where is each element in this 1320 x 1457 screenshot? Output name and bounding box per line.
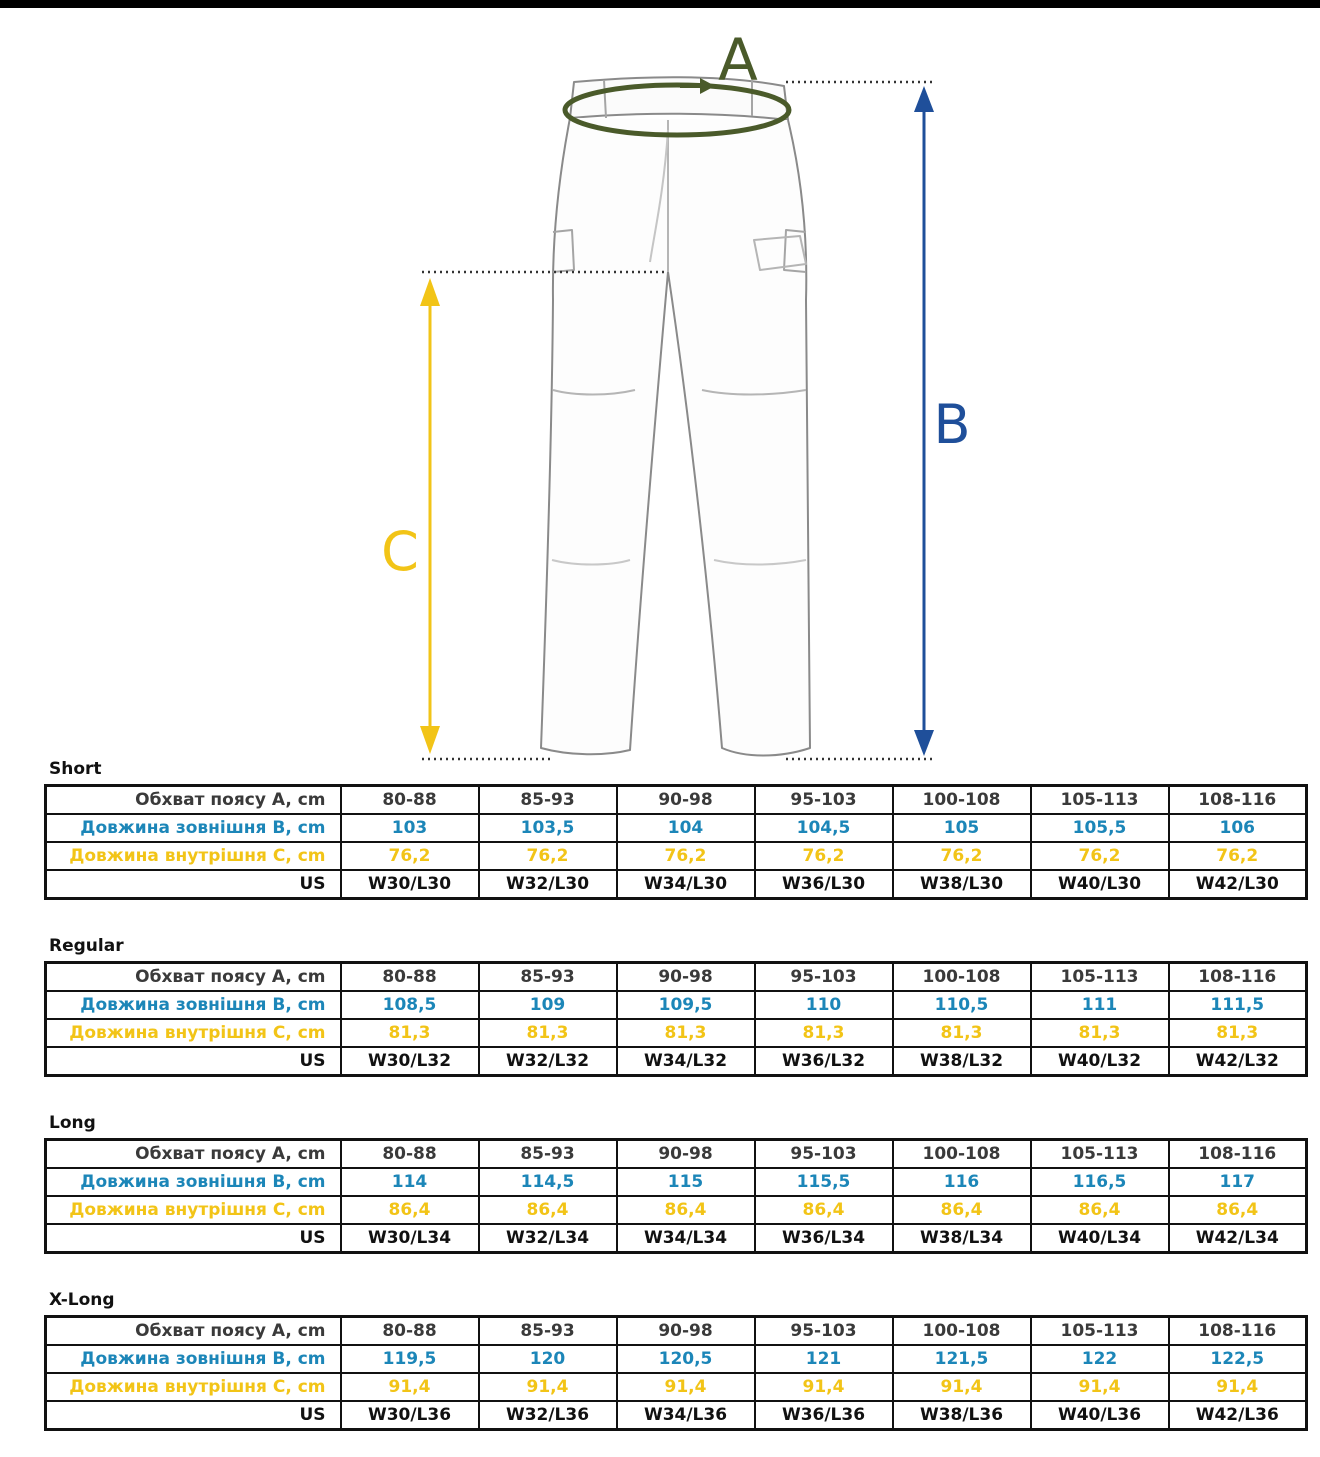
label-a: A (718, 26, 758, 94)
table-cell: 86,4 (755, 1196, 893, 1224)
section-title: Short (49, 759, 102, 779)
table-cell: W40/L34 (1031, 1224, 1169, 1253)
row-us-size (46, 1401, 1307, 1430)
table-cell: W36/L30 (755, 870, 893, 899)
table-cell: 85-93 (479, 1140, 617, 1169)
table-cell: 81,3 (617, 1019, 755, 1047)
table-cell: 105,5 (1031, 814, 1169, 842)
table-cell: 103 (341, 814, 479, 842)
size-table (44, 1315, 1308, 1431)
table-cell: 90-98 (617, 1317, 755, 1346)
table-cell: 81,3 (1031, 1019, 1169, 1047)
row-outer-length (46, 814, 1307, 842)
table-cell: W32/L32 (479, 1047, 617, 1076)
table-cell: 108,5 (341, 991, 479, 1019)
table-cell: 106 (1169, 814, 1307, 842)
table-cell: 91,4 (479, 1373, 617, 1401)
table-cell: 120 (479, 1345, 617, 1373)
row-inner-length (46, 1373, 1307, 1401)
table-cell: 90-98 (617, 786, 755, 815)
table-cell: W30/L30 (341, 870, 479, 899)
table-cell: 119,5 (341, 1345, 479, 1373)
table-cell: 91,4 (617, 1373, 755, 1401)
table-cell: 115 (617, 1168, 755, 1196)
table-cell: W34/L30 (617, 870, 755, 899)
table-cell: 91,4 (1169, 1373, 1307, 1401)
table-cell: 76,2 (341, 842, 479, 870)
table-cell: 76,2 (1169, 842, 1307, 870)
table-cell: 105-113 (1031, 1317, 1169, 1346)
table-cell: W42/L30 (1169, 870, 1307, 899)
table-cell: 121 (755, 1345, 893, 1373)
table-cell: W38/L30 (893, 870, 1031, 899)
table-cell: 91,4 (1031, 1373, 1169, 1401)
table-cell: W42/L34 (1169, 1224, 1307, 1253)
table-cell: 85-93 (479, 963, 617, 992)
table-cell: 110 (755, 991, 893, 1019)
table-cell: 81,3 (341, 1019, 479, 1047)
row-label: US (46, 1401, 341, 1430)
row-waist (46, 786, 1307, 815)
section-title: X-Long (49, 1290, 115, 1310)
table-cell: 116,5 (1031, 1168, 1169, 1196)
table-cell: 95-103 (755, 786, 893, 815)
table-cell: 91,4 (893, 1373, 1031, 1401)
table-cell: 85-93 (479, 1317, 617, 1346)
row-inner-length (46, 1196, 1307, 1224)
row-inner-length (46, 842, 1307, 870)
table-cell: 111 (1031, 991, 1169, 1019)
table-cell: 81,3 (479, 1019, 617, 1047)
row-waist (46, 1140, 1307, 1169)
table-cell: 100-108 (893, 963, 1031, 992)
table-cell: 81,3 (755, 1019, 893, 1047)
size-table (44, 1138, 1308, 1254)
table-cell: 108-116 (1169, 963, 1307, 992)
table-cell: 108-116 (1169, 1317, 1307, 1346)
table-cell: W36/L34 (755, 1224, 893, 1253)
table-cell: 90-98 (617, 1140, 755, 1169)
row-inner-length (46, 1019, 1307, 1047)
table-cell: 105-113 (1031, 786, 1169, 815)
table-cell: W40/L36 (1031, 1401, 1169, 1430)
table-cell: 80-88 (341, 1317, 479, 1346)
table-cell: W30/L32 (341, 1047, 479, 1076)
table-cell: W32/L30 (479, 870, 617, 899)
row-label: US (46, 1047, 341, 1076)
table-cell: 95-103 (755, 1317, 893, 1346)
table-cell: 103,5 (479, 814, 617, 842)
table-cell: 100-108 (893, 1140, 1031, 1169)
row-outer-length (46, 991, 1307, 1019)
table-cell: 80-88 (341, 786, 479, 815)
table-cell: W34/L36 (617, 1401, 755, 1430)
table-cell: W36/L32 (755, 1047, 893, 1076)
row-label: Довжина зовнішня B, cm (46, 1345, 341, 1373)
table-cell: 76,2 (1031, 842, 1169, 870)
table-cell: 108-116 (1169, 1140, 1307, 1169)
table-cell: 86,4 (1169, 1196, 1307, 1224)
table-cell: 90-98 (617, 963, 755, 992)
table-cell: 85-93 (479, 786, 617, 815)
row-label: US (46, 1224, 341, 1253)
pants-illustration (541, 77, 810, 755)
row-us-size (46, 1047, 1307, 1076)
row-us-size (46, 870, 1307, 899)
label-b: B (933, 393, 971, 456)
table-cell: 108-116 (1169, 786, 1307, 815)
table-cell: 115,5 (755, 1168, 893, 1196)
table-cell: W32/L34 (479, 1224, 617, 1253)
row-label: Обхват поясу A, cm (46, 1317, 341, 1346)
table-cell: W38/L36 (893, 1401, 1031, 1430)
table-cell: 76,2 (479, 842, 617, 870)
row-waist (46, 963, 1307, 992)
table-cell: 86,4 (1031, 1196, 1169, 1224)
row-us-size (46, 1224, 1307, 1253)
section-title: Long (49, 1113, 96, 1133)
row-label: Довжина внутрішня C, cm (46, 1019, 341, 1047)
table-cell: W42/L36 (1169, 1401, 1307, 1430)
table-cell: 122 (1031, 1345, 1169, 1373)
table-cell: 117 (1169, 1168, 1307, 1196)
table-cell: 100-108 (893, 1317, 1031, 1346)
table-cell: 91,4 (341, 1373, 479, 1401)
table-cell: 104,5 (755, 814, 893, 842)
table-cell: 114 (341, 1168, 479, 1196)
table-cell: 86,4 (893, 1196, 1031, 1224)
table-cell: 76,2 (755, 842, 893, 870)
row-label: Обхват поясу A, cm (46, 963, 341, 992)
table-cell: 109,5 (617, 991, 755, 1019)
table-cell: 80-88 (341, 963, 479, 992)
size-table (44, 784, 1308, 900)
table-cell: 105 (893, 814, 1031, 842)
row-label: Довжина внутрішня C, cm (46, 1373, 341, 1401)
table-cell: 95-103 (755, 963, 893, 992)
table-cell: 76,2 (617, 842, 755, 870)
row-outer-length (46, 1345, 1307, 1373)
row-label: Обхват поясу A, cm (46, 1140, 341, 1169)
table-cell: W38/L32 (893, 1047, 1031, 1076)
table-cell: 121,5 (893, 1345, 1031, 1373)
table-cell: W34/L34 (617, 1224, 755, 1253)
table-cell: W30/L34 (341, 1224, 479, 1253)
table-cell: 100-108 (893, 786, 1031, 815)
row-waist (46, 1317, 1307, 1346)
table-cell: W40/L30 (1031, 870, 1169, 899)
table-cell: 91,4 (755, 1373, 893, 1401)
table-cell: 76,2 (893, 842, 1031, 870)
table-cell: 95-103 (755, 1140, 893, 1169)
table-cell: 105-113 (1031, 1140, 1169, 1169)
row-label: Довжина зовнішня B, cm (46, 1168, 341, 1196)
table-cell: 120,5 (617, 1345, 755, 1373)
table-cell: 86,4 (341, 1196, 479, 1224)
table-cell: 111,5 (1169, 991, 1307, 1019)
table-cell: W32/L36 (479, 1401, 617, 1430)
table-cell: 122,5 (1169, 1345, 1307, 1373)
row-label: Довжина внутрішня C, cm (46, 1196, 341, 1224)
table-cell: W36/L36 (755, 1401, 893, 1430)
table-cell: W38/L34 (893, 1224, 1031, 1253)
label-c: C (381, 520, 419, 583)
table-cell: 80-88 (341, 1140, 479, 1169)
row-label: Довжина внутрішня C, cm (46, 842, 341, 870)
table-cell: 81,3 (1169, 1019, 1307, 1047)
row-label: Довжина зовнішня B, cm (46, 991, 341, 1019)
table-cell: W30/L36 (341, 1401, 479, 1430)
table-cell: 105-113 (1031, 963, 1169, 992)
size-table (44, 961, 1308, 1077)
table-cell: 86,4 (479, 1196, 617, 1224)
row-label: Довжина зовнішня B, cm (46, 814, 341, 842)
row-label: US (46, 870, 341, 899)
table-cell: 114,5 (479, 1168, 617, 1196)
table-cell: W40/L32 (1031, 1047, 1169, 1076)
table-cell: 81,3 (893, 1019, 1031, 1047)
row-label: Обхват поясу A, cm (46, 786, 341, 815)
row-outer-length (46, 1168, 1307, 1196)
table-cell: 109 (479, 991, 617, 1019)
table-cell: 86,4 (617, 1196, 755, 1224)
table-cell: 110,5 (893, 991, 1031, 1019)
table-cell: W34/L32 (617, 1047, 755, 1076)
table-cell: 104 (617, 814, 755, 842)
table-cell: 116 (893, 1168, 1031, 1196)
table-cell: W42/L32 (1169, 1047, 1307, 1076)
outer-length-measure-b (786, 82, 971, 759)
section-title: Regular (49, 936, 124, 956)
